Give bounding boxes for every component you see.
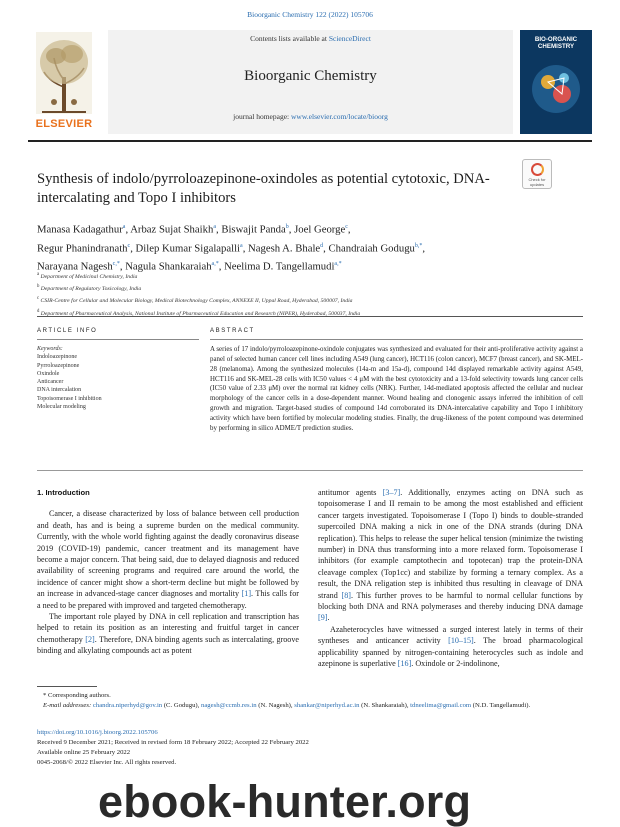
journal-homepage-line	[108, 112, 513, 121]
abstract-rule	[210, 339, 583, 340]
citation-link[interactable]: [2]	[85, 634, 95, 644]
copyright-line: 0045-2068/© 2022 Elsevier Inc. All rights reserved.	[37, 758, 177, 766]
author-name: Narayana Nagesh	[37, 260, 113, 273]
body-paragraph: antitumor agents [3–7]. Additionally, enzymes acting on DNA such as topoisomerase I and II remain to be among the most established and efficient cancer targets investigated. Topoisomerase I (Topo I) binds to double-stranded supercoiled DNA making a nick in one of the DNA strands (during DNA replication). This helps to release the super helical tension (minimize the twisting number) in DNA thus transforming into a more relaxed form. Topoisomerase I inhibitors (for example camptothecin and topotecan) trap the protein-DNA cleavage complex (Top1cc) and stabilize by forming a ternary complex. As a result, the DNA religation step is inhibited thus resulting in cleavage of DNA strand [8]. This further proves to be harmful to normal cellular functions by blocking both DNA and RNA polymerases and thereby inducing DNA damage [9].	[318, 488, 583, 623]
email-link[interactable]: tdneelima@gmail.com	[410, 701, 472, 709]
email-link[interactable]: shankar@niperhyd.ac.in	[294, 701, 360, 709]
footnote-rule	[37, 686, 97, 687]
author-name: , Nagula Shankaraiah	[119, 260, 212, 273]
author-name: , Biswajit Panda	[215, 223, 286, 236]
affiliation-item: $^d$ Department of Pharmaceutical Analysis, National Institute of Pharmaceutical Education and Research (NIPER), Hyderabad, 500037, India	[37, 308, 361, 317]
author-name: , Chandraiah Godugu	[323, 242, 415, 255]
body-left-column	[37, 487, 299, 657]
citation-link[interactable]: [10–15]	[448, 636, 474, 646]
email-link[interactable]: nagesh@ccmb.res.in	[200, 701, 257, 709]
keyword-item: Pyrroloazepinone	[37, 362, 80, 369]
check-for-updates-badge[interactable]	[522, 159, 552, 189]
publication-info	[37, 728, 583, 768]
introduction-heading: 1. Introduction	[37, 488, 90, 497]
section-divider	[37, 316, 583, 317]
email-link[interactable]: chandra.niperhyd@gov.in	[92, 701, 163, 709]
affiliation-mark[interactable]: c	[345, 224, 348, 230]
footnotes	[37, 691, 583, 711]
journal-title[interactable]: Bioorganic Chemistry	[244, 68, 377, 84]
elsevier-wordmark: ELSEVIER	[35, 118, 93, 130]
body-paragraph: Cancer, a disease characterized by loss of balance between cell production and death, has and is being a supreme burden on the medical community. Currently, with the whole world fighting against the deadly coronavirus disease 2019 (COVID-19) pandemic, cancer treatment and its management have become a major concern. That being said, due to delayed diagnosis and reduced availability of screening programs and required care around the world, the incidence of cancer might show a short-term decline but might be followed by an increase in advanced-stage cancer diagnoses and mortality [1]. This calls for a need to be prepared with improved and targeted chemotherapy.	[37, 509, 299, 610]
contents-prefix: Contents lists available at	[250, 34, 329, 43]
doi-link[interactable]: https://doi.org/10.1016/j.bioorg.2022.105706	[37, 729, 158, 736]
author-name: Regur Phanindranath	[37, 242, 128, 255]
affiliation-mark[interactable]: b,*	[414, 242, 423, 249]
corresponding-note: * Corresponding authors.	[43, 692, 111, 699]
cover-molecule-art	[528, 60, 584, 118]
body-right-column	[318, 487, 583, 670]
citation-link[interactable]: [3–7]	[382, 488, 401, 497]
citation-link[interactable]: [16]	[397, 659, 412, 669]
homepage-link[interactable]: www.elsevier.com/locate/bioorg	[291, 112, 388, 121]
body-paragraph: Azaheterocycles have witnessed a surged interest lately in terms of their syntheses and anticancer activity [10–15]. The broad pharmacological applicability spanned by nitrogen-containing heterocycles such as indole and azepinone is superlative [16]. Oxindole or 2-indolinone,	[318, 624, 583, 669]
affiliation-item: $^c$ CSIR-Centre for Cellular and Molecular Biology, Medical Biotechnology Complex, ANNEXE II, Uppal Road, Hyderabad, 500007, India	[37, 296, 353, 305]
abstract-text: A series of 17 indolo/pyrroloazepinone-oxindole conjugates was synthesized and evaluated for their anti-proliferative activity against a panel of selected human cancer cell lines including A549 (lung cancer), HCT116 (colon cancer), MCF7 (breast cancer), and SK-MEL-28 (melanoma). Among the synthesized molecules (14a-m and 15a-d), compound 14d displayed remarkable activity against A549, HCT116 and SK-MEL-28 cells with IC50 values < 4 μM with the best cytotoxicity and a 13-fold selectivity towards lung cancer cells (IC50 value of 2.33 μM) over the normal rat kidney cells (NRK). Further, 14d-mediated apoptosis affected the cellular and nuclear morphology of the cancer cells in a dose-dependent manner. Wound healing and clonogenic assays inferred the inhibition of cell growth and migration. Target-based studies of compound 14d corroborated its DNA-intercalative capability and Topo I inhibitory activity which have been fortified by molecular modeling studies. Finally, the drug-likeness of the potent compound was determined by performing in silico ADME/T prediction studies.	[210, 346, 583, 432]
journal-header	[28, 30, 592, 138]
affiliation-mark[interactable]: a,*	[211, 261, 219, 268]
affiliation-item: $^b$ Department of Regulatory Toxicology, India	[37, 284, 142, 293]
elsevier-tree-emblem	[36, 32, 92, 114]
author-line: Manasa Kadagathur$^a$, Arbaz Sujat Shaikh$^a$, Biswajit Panda$^b$, Joel George$^c$,	[37, 223, 351, 236]
affiliation-mark[interactable]: d	[320, 242, 324, 249]
author-name: , Arbaz Sujat Shaikh	[125, 223, 214, 236]
contents-available-line	[108, 34, 513, 43]
article-info-rule	[37, 339, 199, 340]
author-name: , Joel George	[288, 223, 346, 236]
email-addresses: E-mail addresses: chandra.niperhyd@gov.in (C. Godugu), nagesh@ccmb.res.in (N. Nagesh), shankar@niperhyd.ac.in (N. Shankaraiah), tdneelima@gmail.com (N.D. Tangellamudi).	[43, 701, 531, 709]
body-paragraph: The important role played by DNA in cell replication and transcription has helped to retain its position as an interesting and fruitful target in cancer chemotherapy [2]. Therefore, DNA binding agents such as intercalating, groove binding and alkylating compounds act as potent	[37, 612, 299, 656]
journal-cover-thumbnail[interactable]	[520, 30, 592, 134]
keyword-item: Oxindole	[37, 370, 60, 377]
affiliation-mark[interactable]: b	[285, 224, 289, 230]
citation-link[interactable]: [1]	[241, 589, 252, 599]
author-line: Regur Phanindranath$^c$, Dilep Kumar Sigalapalli$^a$, Nagesh A. Bhale$^d$, Chandraiah Godugu$^{b,*}$,	[37, 242, 426, 255]
author-name: , Neelima D. Tangellamudi	[218, 260, 335, 273]
author-name: , Dilep Kumar Sigalapalli	[130, 242, 241, 255]
journal-banner	[108, 30, 513, 134]
affiliation-mark[interactable]: c	[127, 242, 131, 249]
sciencedirect-link[interactable]: ScienceDirect	[328, 34, 371, 43]
body-divider	[37, 470, 583, 471]
journal-citation[interactable]: Bioorganic Chemistry 122 (2022) 105706	[247, 10, 373, 19]
article-info-heading: ARTICLE INFO	[37, 328, 98, 334]
author-name: Manasa Kadagathur	[37, 223, 123, 236]
keyword-item: Molecular modeling	[37, 404, 86, 411]
keywords-label: Keywords:	[37, 346, 63, 352]
check-updates-label: Check for updates	[528, 177, 546, 187]
affiliation-mark[interactable]: a	[240, 242, 243, 249]
keyword-item: DNA intercalation	[37, 387, 82, 394]
citation-link[interactable]: [9]	[318, 613, 328, 623]
elsevier-logo[interactable]	[28, 30, 100, 134]
affiliation-mark[interactable]: a	[213, 224, 216, 230]
author-name: , Nagesh A. Bhale	[242, 242, 321, 255]
received-dates: Received 9 December 2021; Received in revised form 18 February 2022; Accepted 22 February 2022	[37, 738, 309, 746]
check-updates-icon	[531, 163, 544, 176]
citation-link[interactable]: [8]	[341, 590, 351, 600]
affiliation-mark[interactable]: a	[122, 224, 126, 230]
abstract-heading: ABSTRACT	[210, 328, 255, 334]
keyword-item: Topoisomerase I inhibition	[37, 395, 102, 402]
affiliation-item: $^a$ Department of Medicinal Chemistry, India	[37, 272, 138, 280]
keywords-block	[37, 345, 197, 411]
affiliation-mark[interactable]: c,*	[112, 261, 120, 268]
affiliation-list	[37, 270, 577, 319]
keyword-item: Anticancer	[37, 379, 64, 386]
affiliation-mark[interactable]: a,*	[334, 261, 342, 268]
cover-title: BIO-ORGANIC CHEMISTRY	[534, 36, 578, 51]
keyword-item: Indoloazepinone	[37, 354, 77, 361]
homepage-prefix: journal homepage:	[233, 112, 292, 121]
header-rule	[28, 140, 592, 142]
article-title: Synthesis of indolo/pyrroloazepinone-oxindoles as potential cytotoxic, DNA-intercalating and Topo I inhibitors	[37, 171, 490, 206]
watermark-text: ebook-hunter.org	[98, 776, 472, 827]
available-online: Available online 25 February 2022	[37, 748, 131, 756]
author-list	[37, 219, 577, 275]
